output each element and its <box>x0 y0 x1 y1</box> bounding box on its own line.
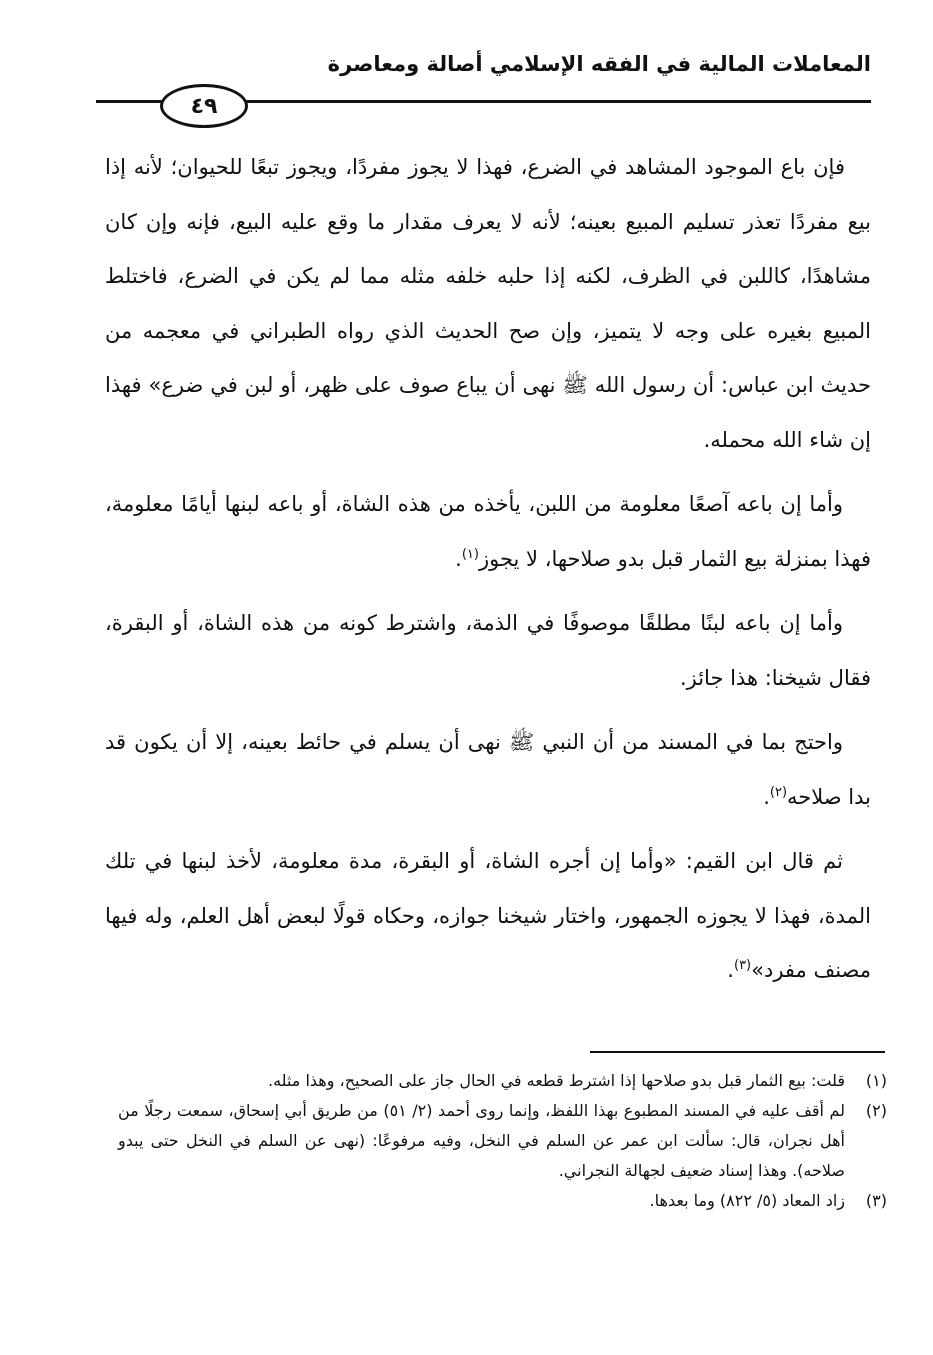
footnote-number: (١) <box>865 1071 887 1090</box>
paragraph: وأما إن باعه لبنًا مطلقًا موصوفًا في الذمة، واشترط كونه من هذه الشاة، أو البقرة، فقال شيخنا: هذا جائز. <box>105 611 871 690</box>
footnote-text: قلت: بيع الثمار قبل بدو صلاحها إذا اشترط قطعه في الحال جاز على الصحيح، وهذا مثله. <box>268 1071 845 1090</box>
footnote <box>118 1066 887 1096</box>
footnote-text: زاد المعاد (٥/ ٨٢٢) وما بعدها. <box>649 1191 845 1210</box>
footnote-ref: (٣) <box>733 958 752 973</box>
footnote-ref: (١) <box>461 546 479 562</box>
footnote-text: لم أقف عليه في المسند المطبوع بهذا اللفظ، وإنما روى أحمد (٢/ ٥١) من طريق أبي إسحاق، سمعت رجلًا من أهل نجران، قال: سألت ابن عمر عن السلم في النخل، وفيه مرفوعًا: (نهى عن السلم في النخل حتى يبدو صلاحه). وهذا إسناد ضعيف لجهالة النجراني. <box>118 1101 846 1180</box>
paragraph: وأما إن باعه آصعًا معلومة من اللبن، يأخذه من هذه الشاة، أو باعه لبنها أيامًا معلومة، فهذا بمنزلة بيع الثمار قبل بدو صلاحها، لا يجوز$^{(١)}$. <box>105 492 871 571</box>
footnote <box>118 1096 887 1186</box>
footnotes <box>118 1066 887 1216</box>
main-text <box>105 140 871 1008</box>
footnote <box>118 1186 887 1216</box>
footnote-number: (٣) <box>865 1191 887 1210</box>
page-number: ٤٩ <box>160 84 248 128</box>
running-title: المعاملات المالية في الفقه الإسلامي أصالة ومعاصرة <box>327 52 871 76</box>
footnote-rule <box>590 1051 885 1053</box>
paragraph: فإن باع الموجود المشاهد في الضرع، فهذا لا يجوز مفردًا، ويجوز تبعًا للحيوان؛ لأنه إذا بيع مفردًا تعذر تسليم المبيع بعينه؛ لأنه لا يعرف مقدار ما وقع عليه البيع، فإنه وإن كان مشاهدًا، كاللبن في الظرف، لكنه إذا حلبه خلفه مثله مما لم يكن في الضرع، فاختلط المبيع بغيره على وجه لا يتميز، وإن صح الحديث الذي رواه الطبراني في معجمه من حديث ابن عباس: أن رسول الله ﷺ نهى أن يباع صوف على ظهر، أو لبن في ضرع» فهذا إن شاء الله محمله. <box>105 155 871 452</box>
paragraph: ثم قال ابن القيم: «وأما إن أجره الشاة، أو البقرة، مدة معلومة، لأخذ لبنها في تلك المدة، فهذا لا يجوزه الجمهور، واختار شيخنا جوازه، وحكاه قولًا لبعض أهل العلم، وله فيها مصنف مفرد»$^{(٣)}$. <box>105 849 871 982</box>
paragraph: واحتج بما في المسند من أن النبي ﷺ نهى أن يسلم في حائط بعينه، إلا أن يكون قد بدا صلاحه$^{(٢)}$. <box>105 730 871 809</box>
footnote-ref: (٢) <box>769 784 788 800</box>
footnote-number: (٢) <box>865 1101 887 1120</box>
